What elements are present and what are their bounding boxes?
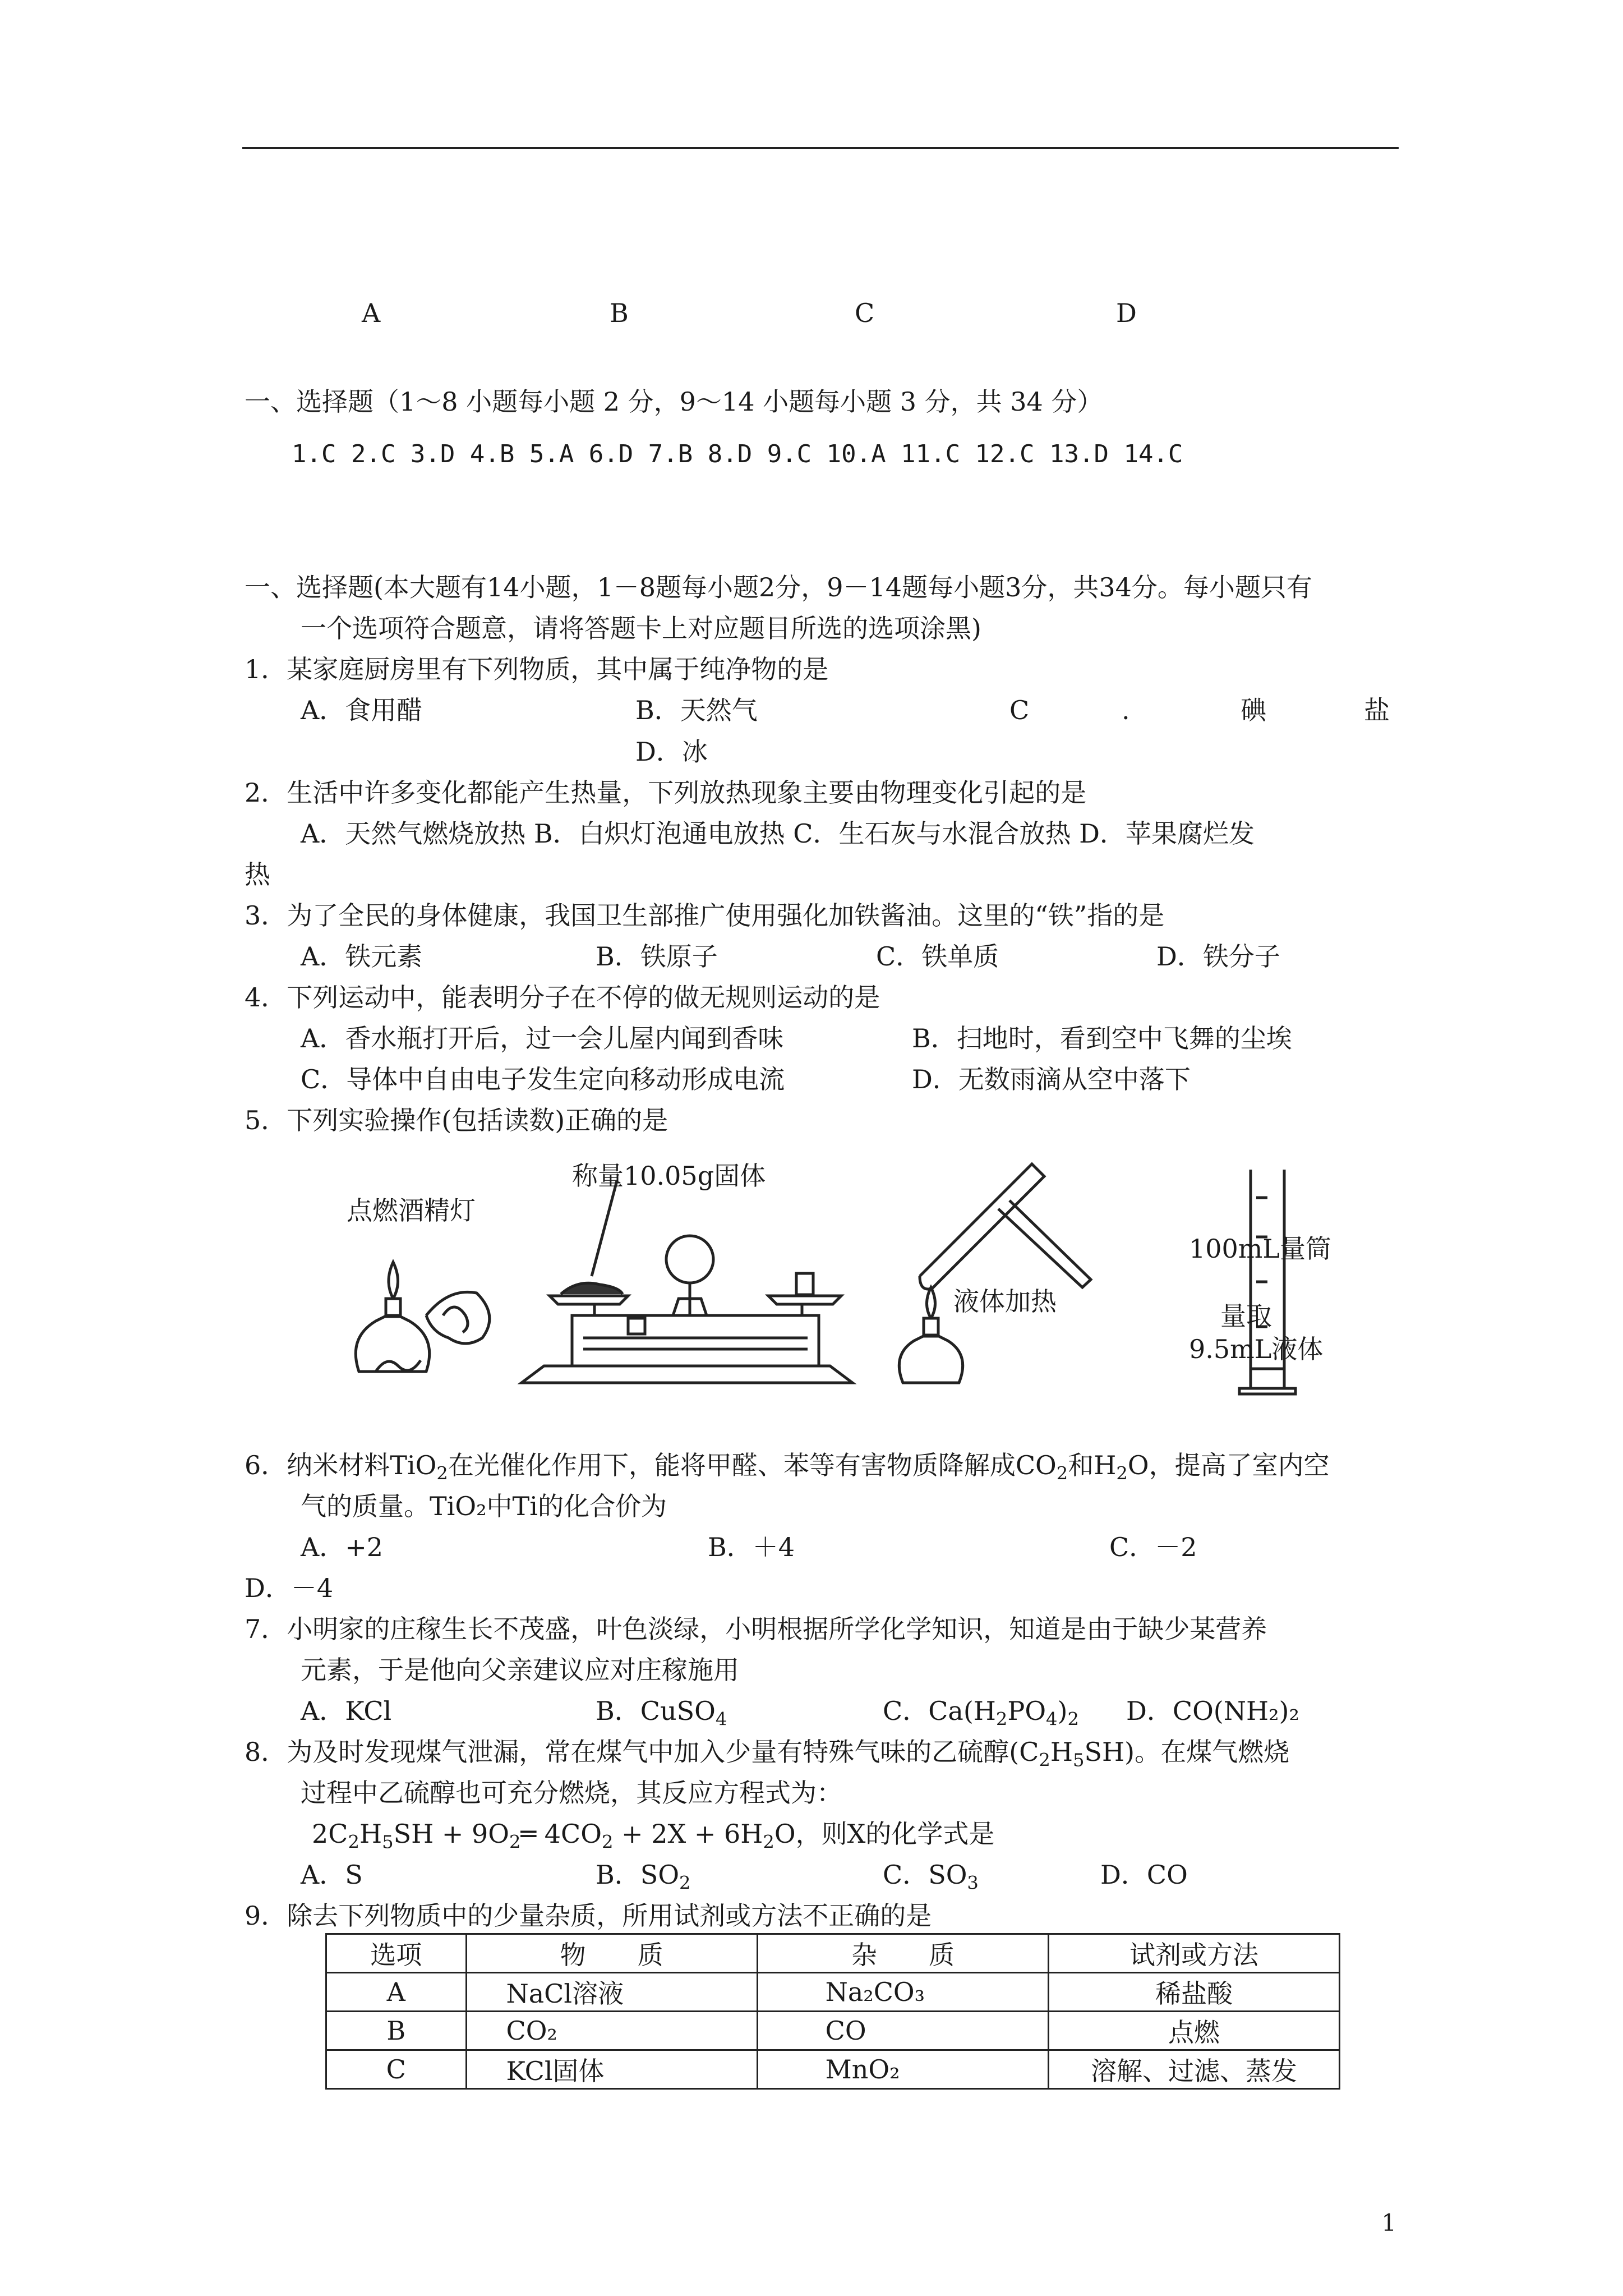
q1-option-d: D．冰	[635, 737, 708, 767]
q8-stem: 8．为及时发现煤气泄漏，常在煤气中加入少量有特殊气味的乙硫醇$(C_2H_5SH)$。在煤气燃烧	[245, 1737, 1290, 1771]
section-title: 一、选择题(本大题有14小题，1－8题每小题2分，9－14题每小题3分，共34分。每小题只有	[245, 572, 1312, 602]
q4-option-b: B．扫地时，看到空中飞舞的尘埃	[912, 1023, 1292, 1053]
q6-stem-line2: 气的质量。TiO₂中Ti的化合价为	[301, 1491, 667, 1521]
q8-equation: $2C_2H_5SH$ + $9O_2═$ $4CO_2 + 2X + 6H_2O$，则X的化学式是	[312, 1819, 995, 1853]
q4-stem: 4．下列运动中，能表明分子在不停的做无规则运动的是	[245, 982, 880, 1013]
q1-stem: 1．某家庭厨房里有下列物质，其中属于纯净物的是	[245, 654, 829, 684]
q7-stem-line2: 元素，于是他向父亲建议应对庄稼施用	[301, 1655, 739, 1685]
q2-stem: 2．生活中许多变化都能产生热量，下列放热现象主要由物理变化引起的是	[245, 777, 1087, 808]
table-cell: NaCl溶液	[466, 1973, 757, 2012]
q6-option-b: B．＋4	[708, 1532, 795, 1562]
answer-key: 1.C 2.C 3.D 4.B 5.A 6.D 7.B 8.D 9.C 10.A 11.C 12.C 13.D 14.C	[292, 440, 1183, 468]
q3-option-a: A．铁元素	[301, 941, 423, 972]
q8-option-b: B．$SO_2$	[596, 1860, 691, 1894]
label-heat-liquid: 液体加热	[953, 1286, 1057, 1317]
header-rule	[242, 147, 1399, 149]
table-cell: MnO₂	[757, 2050, 1048, 2089]
q4-option-d: D．无数雨滴从空中落下	[912, 1064, 1191, 1094]
label-weigh-solid: 称量10.05g固体	[572, 1161, 766, 1191]
q6-option-c: C．－2	[1109, 1532, 1197, 1562]
lab-apparatus-illustration	[336, 1147, 1368, 1405]
q1-option-c-dot: .	[1122, 695, 1130, 725]
label-light-lamp: 点燃酒精灯	[347, 1195, 476, 1226]
q8-option-c: C．$SO_3$	[883, 1860, 979, 1894]
page-number: 1	[1381, 2209, 1396, 2237]
table-cell: 溶解、过滤、蒸发	[1049, 2050, 1340, 2089]
q2-options-wrap: 热	[245, 859, 270, 890]
header-letter-a: A	[362, 298, 381, 328]
table-cell: C	[326, 2050, 467, 2089]
header-letter-b: B	[610, 298, 629, 328]
q2-options: A．天然气燃烧放热 B．白炽灯泡通电放热 C．生石灰与水混合放热 D．苹果腐烂发	[301, 818, 1255, 849]
q8-stem-line2: 过程中乙硫醇也可充分燃烧，其反应方程式为：	[301, 1778, 842, 1808]
q1-option-a: A．食用醋	[301, 695, 423, 725]
table-cell: CO	[757, 2012, 1048, 2050]
table-header: 试剂或方法	[1049, 1934, 1340, 1973]
q3-option-c: C．铁单质	[876, 941, 999, 972]
q9-table	[325, 1933, 1340, 2090]
table-header: 杂 质	[757, 1934, 1048, 1973]
table-cell: Na₂CO₃	[757, 1973, 1048, 2012]
q9-stem: 9．除去下列物质中的少量杂质，所用试剂或方法不正确的是	[245, 1901, 932, 1931]
label-cylinder-100ml: 100mL量筒	[1189, 1234, 1331, 1264]
header-letter-c: C	[855, 298, 875, 328]
q4-option-c: C．导体中自由电子发生定向移动形成电流	[301, 1064, 785, 1094]
table-header-row	[326, 1934, 1340, 1973]
q4-option-a: A．香水瓶打开后，过一会儿屋内闻到香味	[301, 1023, 784, 1053]
q6-stem: 6．纳米材料TiO$_2$在光催化作用下，能将甲醛、苯等有害物质降解成$CO_2$和$H_2O$，提高了室内空	[245, 1450, 1330, 1484]
q6-option-a: A．+2	[301, 1532, 384, 1562]
table-header: 选项	[326, 1934, 467, 1973]
q7-option-b: B．CuSO$_4$	[596, 1696, 727, 1730]
table-cell: CO₂	[466, 2012, 757, 2050]
q1-option-c-char2: 盐	[1364, 695, 1390, 725]
table-cell: 稀盐酸	[1049, 1973, 1340, 2012]
table-cell: KCl固体	[466, 2050, 757, 2089]
q8-option-d: D．CO	[1100, 1860, 1188, 1890]
label-measure: 量取	[1220, 1301, 1272, 1331]
header-letter-d: D	[1116, 298, 1137, 328]
q3-stem: 3．为了全民的身体健康，我国卫生部推广使用强化加铁酱油。这里的“铁”指的是	[245, 900, 1165, 931]
table-cell: 点燃	[1049, 2012, 1340, 2050]
q6-option-d: D．－4	[245, 1573, 334, 1603]
q3-option-b: B．铁原子	[596, 941, 718, 972]
q1-option-c-letter: C	[1009, 695, 1030, 725]
q5-stem: 5．下列实验操作(包括读数)正确的是	[245, 1105, 668, 1135]
q5-apparatus-figure	[336, 1147, 1368, 1405]
q1-option-c-char1: 碘	[1241, 695, 1266, 725]
label-measure-volume: 9.5mL液体	[1189, 1334, 1324, 1364]
table-row	[326, 2012, 1340, 2050]
q1-option-b: B．天然气	[635, 695, 758, 725]
q3-option-d: D．铁分子	[1156, 941, 1280, 972]
section-title-line2: 一个选项符合题意，请将答题卡上对应题目所选的选项涂黑)	[301, 613, 981, 643]
answer-section-title: 一、选择题（1～8 小题每小题 2 分，9～14 小题每小题 3 分，共 34 分）	[245, 386, 1103, 417]
table-cell: A	[326, 1973, 467, 2012]
table-row	[326, 1973, 1340, 2012]
q7-option-a: A．KCl	[301, 1696, 392, 1726]
q7-option-c: C．$Ca(H_2PO_4)_2$	[883, 1696, 1079, 1730]
table-header: 物 质	[466, 1934, 757, 1973]
q8-option-a: A．S	[301, 1860, 363, 1890]
table-cell: B	[326, 2012, 467, 2050]
q7-stem: 7．小明家的庄稼生长不茂盛，叶色淡绿，小明根据所学化学知识，知道是由于缺少某营养	[245, 1614, 1267, 1644]
table-row	[326, 2050, 1340, 2089]
q7-option-d: D．CO(NH₂)₂	[1126, 1696, 1299, 1726]
